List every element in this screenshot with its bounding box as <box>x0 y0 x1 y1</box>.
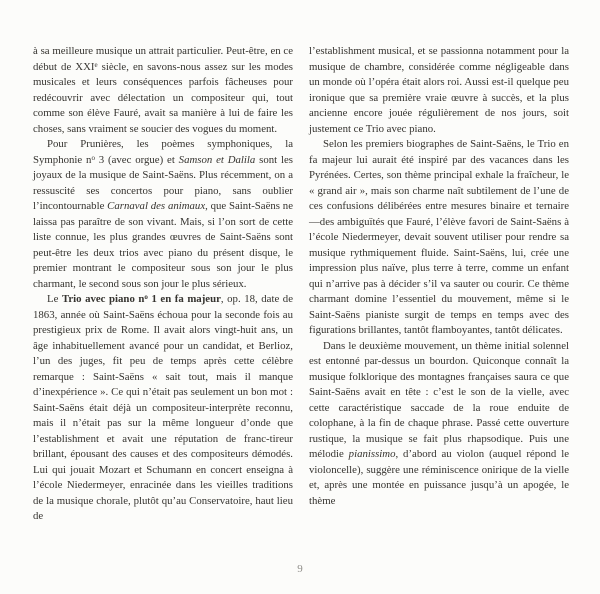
paragraph: Le Trio avec piano $n^o$ 1 en fa majeur, op. 18, date de 1863, année où Saint-Saëns échoua pour la seconde fois au prestigieux prix de Rome. Il avait alors vingt-huit ans, un âge inhabituellement avancé pour un candidat, et Berlioz, l’un des juges, fit peu de temps après cette célèbre remarque : Saint-Saëns « sait tout, mais il manque d’inexpérience ». Ce qui n’était pas seulement un bon mot : Saint-Saëns était déjà un compositeur-interprète reconnu, mais il n’était pas sur la même longueur d’onde que l’establishment et avait une réputation de franc-tireur brillant, épousant des causes et des compositeurs démodés. Lui qui jouait Mozart et Schumann en concert enseigna à l’école Niedermeyer, enracinée dans les vieilles traditions de la musique chorale, plutôt qu’au Conservatoire, haut lieu de <box>33 293 293 522</box>
paragraph: à sa meilleure musique un attrait particulier. Peut-être, en ce début de XXIe siècle, en savons-nous assez sur les modes musicales et leurs conséquences parfois fâcheuses pour redécouvrir avec délectation un compositeur qui, tout comme son élève Fauré, avait sa manière à lui de faire les choses, sans vraiment se soucier des vogues du moment. <box>33 45 293 135</box>
paragraph: Selon les premiers biographes de Saint-Saëns, le Trio en fa majeur lui aurait été inspiré par des vacances dans les Pyrénées. Certes, son thème principal exhale la fraîcheur, le « grand air », mais son charme naît subtilement de l’une de ces confusions délibérées entre mesures binaire et ternaire—des ambiguïtés que Fauré, l’élève favori de Saint-Saëns à l’école Niedermeyer, devait souvent utiliser pour rendre sa musique rythmiquement fluide. Saint-Saëns, lui, crée une impression plus naïve, plus terre à terre, comme un enfant qui n’arrive pas à décider s’il va sauter ou courir. Ce thème charmant domine l’essentiel du mouvement, même si le Saint-Saëns pianiste surgit de temps en temps avec des figurations brillantes, tantôt flamboyantes, tantôt délicates. <box>309 138 569 336</box>
text-column-right <box>309 44 569 556</box>
text-column-left <box>33 44 293 556</box>
paragraph: Dans le deuxième mouvement, un thème initial solennel est entonné par-dessus un bourdon. Quiconque connaît la musique folklorique des montagnes françaises saura ce que Saint-Saëns avait en tête : c’est le son de la vielle, avec cette caractéristique saccade de la roue enduite de colophane, à la fin de chaque phrase. Passé cette ouverture rustique, la musique se fait plus rhapsodique. Puis une mélodie pianissimo, d’abord au violon (auquel répond le violoncelle), suggère une réminiscence onirique de la vielle et, après une montée en puissance jusqu’à un apogée, le thème <box>309 339 569 507</box>
paragraph: Pour Prunières, les poèmes symphoniques, la Symphonie $n^o$ 3 (avec orgue) et Samson et Dalila sont les joyaux de la musique de Saint-Saëns. Plus récemment, on a ressuscité ses concertos pour piano, sans oublier l’incontournable Carnaval des animaux, que Saint-Saëns ne laissa pas paraître de son vivant. Mais, si l’on sort de cette liste connue, les plus grandes œuvres de Saint-Saëns sont peut-être les deux trios avec piano du présent disque, le premier montrant le compositeur sous son jour le plus charmant, le second sous son jour le plus sérieux. <box>33 138 293 290</box>
paragraph: l’establishment musical, et se passionna notamment pour la musique de chambre, considérée comme négligeable dans un monde où l’opéra était alors roi. Aussi est-il quelque peu ironique que sa première vraie œuvre à succès, et la plus ancienne encore jouée régulièrement de nos jours, soit justement ce Trio avec piano. <box>309 45 569 135</box>
page-number: 9 <box>297 563 303 575</box>
